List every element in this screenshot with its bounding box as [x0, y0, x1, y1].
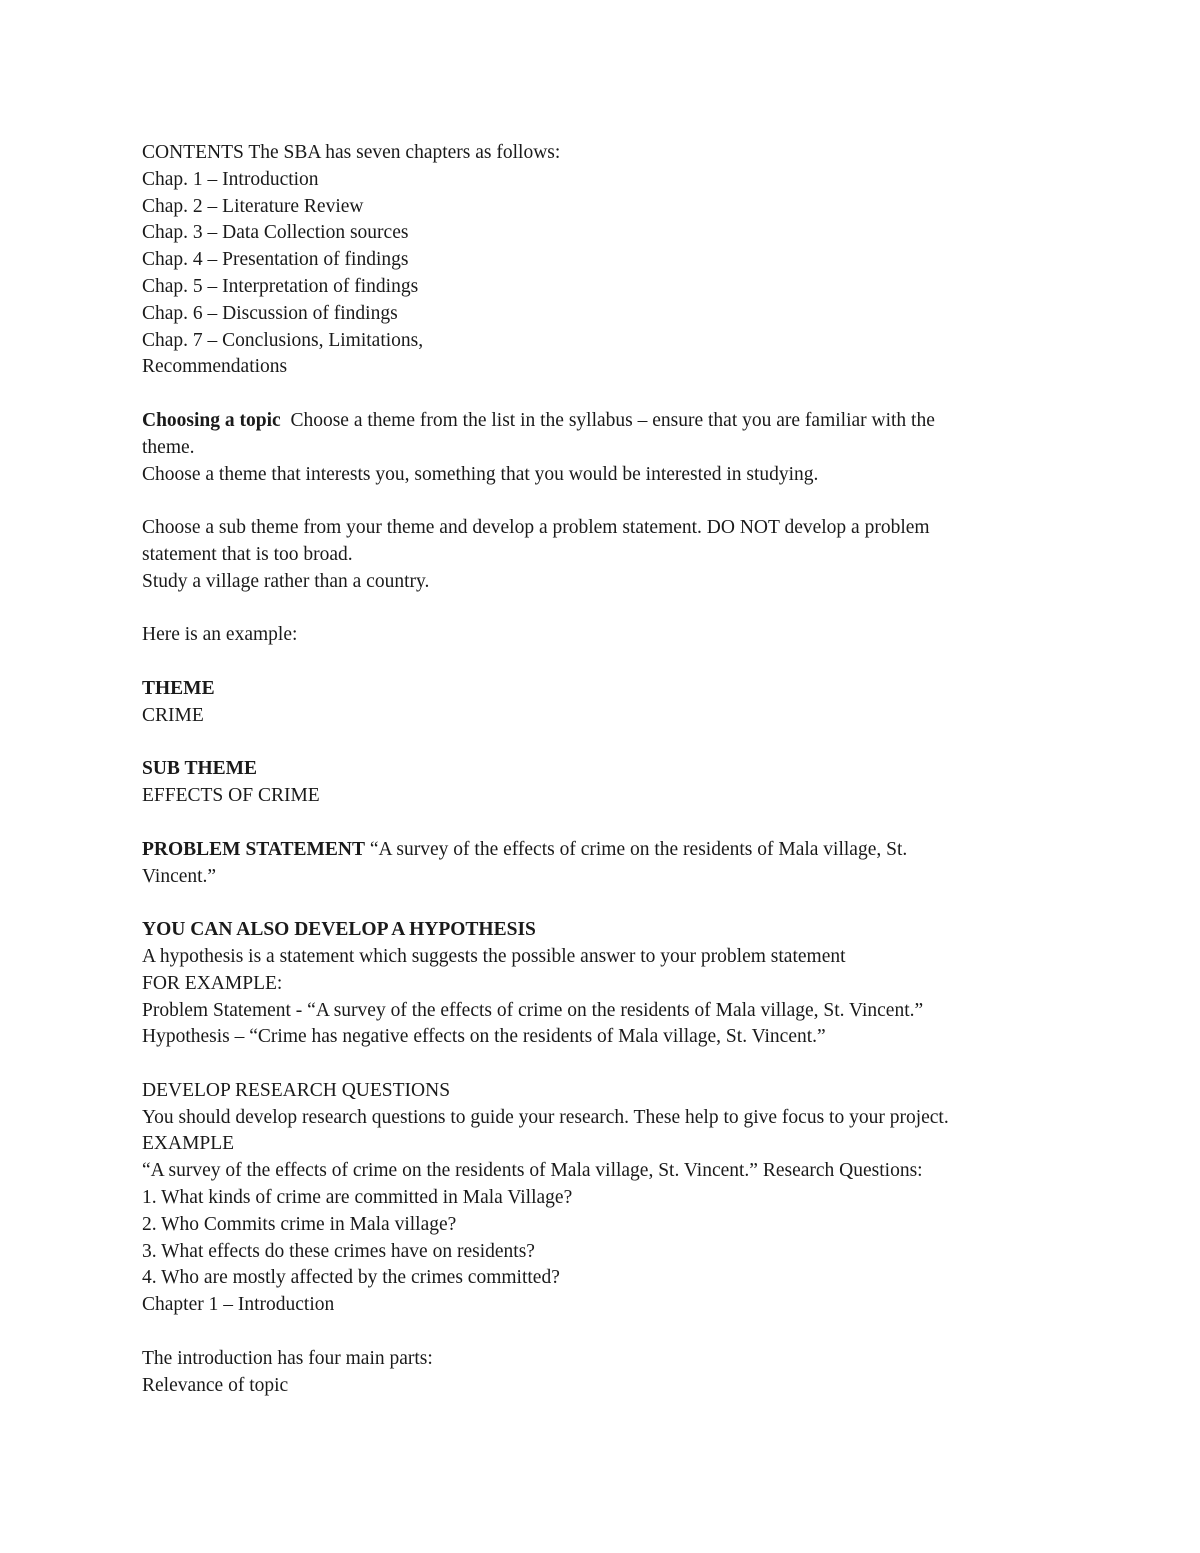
choosing-topic-heading: Choosing a topic [142, 409, 281, 431]
theme-value: CRIME [142, 704, 204, 726]
spacer [142, 890, 1052, 917]
theme-heading-text: THEME [142, 677, 215, 699]
hypothesis-heading [142, 917, 1052, 944]
problem-statement [142, 837, 1052, 864]
spacer [142, 730, 1052, 757]
chapter-item: Chap. 4 – Presentation of findings [142, 249, 409, 271]
contents-intro: CONTENTS The SBA has seven chapters as follows: [142, 142, 561, 163]
subtheme-advice-line: Study a village rather than a country. [142, 570, 430, 592]
subtheme-advice-line: Choose a sub theme from your theme and develop a problem statement. DO NOT develop a problem [142, 517, 930, 539]
choosing-topic-text-cont: theme. [142, 436, 195, 458]
hypothesis-statement: Hypothesis – “Crime has negative effects on the residents of Mala village, St. Vincent.” [142, 1026, 826, 1048]
chapter-item: Chap. 2 – Literature Review [142, 195, 364, 217]
sub-theme-heading-text: SUB THEME [142, 758, 258, 780]
theme-heading [142, 676, 1052, 703]
chapter-item: Chap. 5 – Interpretation of findings [142, 275, 419, 297]
spacer [142, 810, 1052, 837]
research-question-item: 3. What effects do these crimes have on residents? [142, 1240, 535, 1262]
sub-theme-value: EFFECTS OF CRIME [142, 785, 320, 807]
introduction-text: The introduction has four main parts: [142, 1347, 433, 1369]
choosing-topic-text: Choose a theme from the list in the syllabus – ensure that you are familiar with the [290, 409, 935, 431]
introduction-part: Relevance of topic [142, 1374, 289, 1396]
sub-theme-heading [142, 756, 1052, 783]
subtheme-advice-line: statement that is too broad. [142, 543, 353, 565]
spacer [142, 649, 1052, 676]
example-intro: Here is an example: [142, 624, 298, 646]
chapter-item: Chap. 3 – Data Collection sources [142, 222, 409, 244]
research-question-item: 1. What kinds of crime are committed in Mala Village? [142, 1187, 573, 1209]
research-question-item: 2. Who Commits crime in Mala village? [142, 1213, 457, 1235]
chapter-1-heading: Chapter 1 – Introduction [142, 1294, 335, 1316]
chapter-item: Recommendations [142, 356, 288, 378]
research-questions-example-intro: “A survey of the effects of crime on the residents of Mala village, St. Vincent.” Research Questions: [142, 1160, 923, 1182]
spacer [142, 1051, 1052, 1078]
spacer [142, 596, 1052, 623]
hypothesis-problem-statement: Problem Statement - “A survey of the effects of crime on the residents of Mala village, St. Vincent.” [142, 999, 924, 1021]
spacer [142, 1319, 1052, 1346]
research-question-item: 4. Who are mostly affected by the crimes committed? [142, 1267, 560, 1289]
problem-statement-text: “A survey of the effects of crime on the residents of Mala village, St. [369, 838, 908, 860]
chapter-item: Chap. 1 – Introduction [142, 168, 319, 190]
hypothesis-definition: A hypothesis is a statement which suggests the possible answer to your problem statement [142, 945, 846, 967]
spacer [142, 381, 1052, 408]
problem-statement-cont: Vincent.” [142, 865, 217, 887]
chapter-item: Chap. 6 – Discussion of findings [142, 302, 398, 324]
hypothesis-heading-text: YOU CAN ALSO DEVELOP A HYPOTHESIS [142, 919, 536, 941]
choosing-topic-text2: Choose a theme that interests you, something that you would be interested in studying. [142, 463, 819, 485]
research-questions-text: You should develop research questions to guide your research. These help to give focus to your project. [142, 1106, 949, 1128]
document-page [142, 140, 1052, 1399]
hypothesis-for-example: FOR EXAMPLE: [142, 972, 283, 994]
spacer [142, 488, 1052, 515]
choosing-topic-paragraph [142, 408, 1052, 435]
problem-statement-heading: PROBLEM STATEMENT [142, 838, 366, 860]
research-questions-example-label: EXAMPLE [142, 1133, 235, 1155]
chapter-item: Chap. 7 – Conclusions, Limitations, [142, 329, 424, 351]
research-questions-heading: DEVELOP RESEARCH QUESTIONS [142, 1079, 451, 1101]
